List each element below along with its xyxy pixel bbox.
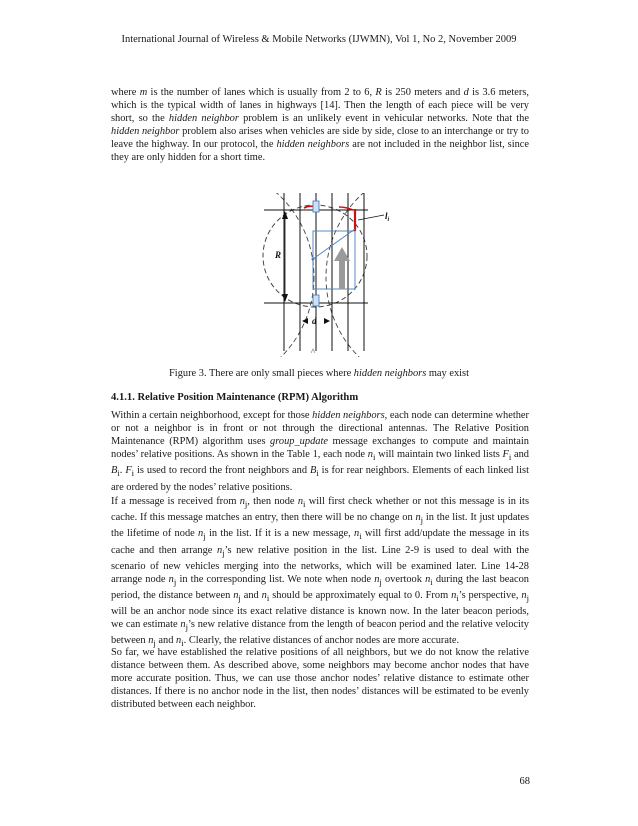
term-hidden-neighbors: hidden neighbors bbox=[312, 410, 385, 421]
text: is the number of lanes which is usually from 2 to 6, bbox=[147, 87, 376, 98]
sub-j: j bbox=[185, 622, 189, 633]
text: ’s new relative distance from the length of beacon period and the relative velocity between bbox=[111, 619, 529, 647]
text: , then node bbox=[247, 496, 298, 507]
text: , each node can determine whether or not a neighbor is in front or not through the directional antennas. The Relative Position Maintenance (RPM) algorithm uses bbox=[111, 410, 529, 448]
text: is 3.6 meters, which is the typical width of lanes in highways [14]. Then the length of each piece will be very short, so the bbox=[111, 87, 530, 125]
page-number: 68 bbox=[519, 776, 530, 787]
direction-arrow-shaft bbox=[339, 259, 345, 289]
text: in the list. If it is a new message, bbox=[205, 528, 355, 540]
paragraph-rpm-intro bbox=[111, 409, 529, 494]
var-n: n bbox=[451, 589, 457, 601]
R-arrow-top bbox=[282, 211, 288, 219]
bottom-mark bbox=[311, 349, 315, 353]
d-arrow-left bbox=[302, 318, 308, 324]
sub-i: i bbox=[266, 593, 270, 604]
sub-i: i bbox=[359, 531, 362, 542]
sub-i: i bbox=[181, 638, 184, 649]
sub-j: j bbox=[203, 531, 206, 542]
text: where bbox=[111, 87, 140, 98]
var-n: n bbox=[374, 573, 380, 585]
R-arrow-bottom bbox=[282, 294, 288, 302]
var-m: m bbox=[139, 87, 148, 98]
sub-i: i bbox=[372, 452, 376, 463]
text: ’s new relative position in the list. Line 2-9 is used to deal with the scenario of new vehicles merging into the networks, which will be examined later. Line 14-28 arrange node bbox=[111, 544, 530, 585]
caption-italic: hidden neighbors bbox=[353, 368, 427, 379]
label-li bbox=[385, 211, 390, 223]
sub-i: i bbox=[303, 499, 306, 510]
paragraph-message-handling bbox=[111, 495, 529, 651]
sub-j: j bbox=[244, 499, 248, 510]
text: problem is an unlikely event in vehicular networks. Note that the bbox=[238, 113, 529, 125]
text: problem also arises when vehicles are side by side, close to an interchange or try to leave the highway. In our protocol, the bbox=[111, 126, 529, 151]
var-n: n bbox=[168, 573, 174, 585]
text: are not included in the neighbor list, since they are only hidden for a short time. bbox=[111, 139, 529, 164]
var-n: n bbox=[176, 635, 182, 647]
paragraph-hidden-neighbor-length bbox=[111, 86, 529, 165]
sub-j: j bbox=[153, 638, 156, 649]
sub-i: i bbox=[316, 468, 319, 479]
text: If a message is received from bbox=[111, 496, 240, 507]
li-pointer bbox=[358, 215, 384, 220]
var-n: n bbox=[239, 496, 245, 507]
text: ’s perspective, bbox=[458, 589, 522, 601]
text: and bbox=[511, 449, 529, 461]
var-n: n bbox=[198, 528, 204, 540]
sub-j: j bbox=[526, 593, 529, 604]
figure-3-diagram bbox=[212, 193, 428, 357]
var-n: n bbox=[216, 544, 223, 556]
sub-i: i bbox=[508, 452, 512, 463]
var-n: n bbox=[261, 589, 267, 601]
var-n: n bbox=[233, 589, 239, 601]
term-hidden-neighbor: hidden neighbor bbox=[111, 126, 180, 138]
label-li-sub: i bbox=[387, 217, 390, 223]
node-center bbox=[312, 258, 315, 261]
term-hidden-neighbor: hidden neighbor bbox=[168, 113, 239, 125]
var-n: n bbox=[415, 512, 421, 524]
text: is for rear neighbors. Elements of each linked list are ordered by the nodes’ relative positions. bbox=[111, 465, 529, 493]
sub-j: j bbox=[379, 576, 382, 587]
sub-i: i bbox=[456, 593, 459, 604]
text: Within a certain neighborhood, except for those bbox=[111, 410, 313, 421]
text: and bbox=[240, 589, 262, 601]
sub-i: i bbox=[430, 576, 433, 587]
var-B: B bbox=[111, 465, 118, 477]
radius-line bbox=[313, 229, 355, 259]
sub-j: j bbox=[420, 515, 424, 526]
text: is used to record the front neighbors and bbox=[134, 465, 310, 477]
caption-suffix: may exist bbox=[426, 368, 469, 379]
var-n: n bbox=[367, 449, 373, 461]
term-hidden-neighbors: hidden neighbors bbox=[276, 139, 350, 151]
var-B: B bbox=[309, 465, 317, 477]
sub-i: i bbox=[131, 468, 135, 479]
text: is 250 meters and bbox=[381, 87, 464, 98]
text: and bbox=[155, 635, 177, 647]
text: should be approximately equal to 0. From bbox=[269, 589, 452, 601]
sub-j: j bbox=[238, 593, 241, 604]
var-n: n bbox=[180, 619, 186, 631]
sub-i: i bbox=[117, 468, 120, 479]
sub-j: j bbox=[173, 576, 177, 587]
section-heading: 4.1.1. Relative Position Maintenance (RPM) Algorithm bbox=[111, 392, 359, 403]
label-R: R bbox=[275, 250, 282, 260]
d-arrow-right bbox=[324, 318, 330, 324]
text: in the list. It just updates the lifetime of node bbox=[111, 512, 530, 540]
hidden-neighbor-diagram bbox=[212, 193, 428, 357]
caption-prefix: Figure 3. There are only small pieces where bbox=[169, 368, 354, 379]
var-n: n bbox=[297, 496, 304, 507]
sub-j: j bbox=[222, 547, 225, 558]
label-li-main: l bbox=[385, 211, 388, 221]
term-group-update: group_update bbox=[270, 436, 328, 448]
var-n: n bbox=[148, 635, 154, 647]
text: during the last beacon period, the distance between bbox=[111, 573, 530, 601]
var-F: F bbox=[502, 449, 509, 461]
var-n: n bbox=[425, 573, 431, 585]
label-d: d bbox=[312, 316, 317, 326]
text: will first add/update the message in its cache and then arrange bbox=[111, 528, 529, 556]
var-R: R bbox=[375, 87, 382, 98]
text: will be an anchor node since its exact relative distance is known now. In the later beacon periods, we can estimate bbox=[111, 606, 529, 631]
var-F: F bbox=[125, 465, 132, 477]
text: in the corresponding list. We note when node bbox=[176, 573, 375, 585]
text: . Clearly, the relative distances of anchor nodes are more accurate. bbox=[183, 635, 460, 647]
paragraph-relative-distance: So far, we have established the relative positions of all neighbors, but we do not know the relative distance between them. As described above, some neighbors may become anchor nodes that have more accurate position. Thus, we can use those anchor nodes’ relative distance to estimate other distances. If there is no anchor node in the list, then nodes’ distances will be estimated to be evenly distributed between each neighbor. bbox=[111, 647, 529, 711]
left-range-arc bbox=[212, 193, 314, 357]
text: will maintain two linked lists bbox=[375, 449, 503, 461]
text: will first check whether or not this message is in its cache. If this message matches an entry, then there will be no change on bbox=[111, 496, 529, 524]
var-n: n bbox=[521, 589, 527, 601]
text: message exchanges to compute and maintain nodes’ relative positions. As shown in the Table 1, each node bbox=[111, 436, 529, 461]
vehicle-bottom bbox=[313, 295, 319, 306]
text: overtook bbox=[381, 573, 426, 585]
running-header: International Journal of Wireless & Mobile Networks (IJWMN), Vol 1, No 2, November 2009 bbox=[121, 34, 517, 45]
text: . bbox=[119, 465, 126, 477]
var-n: n bbox=[354, 528, 360, 540]
var-d: d bbox=[463, 87, 469, 98]
figure-caption bbox=[0, 368, 638, 379]
vehicle-top bbox=[313, 201, 319, 212]
